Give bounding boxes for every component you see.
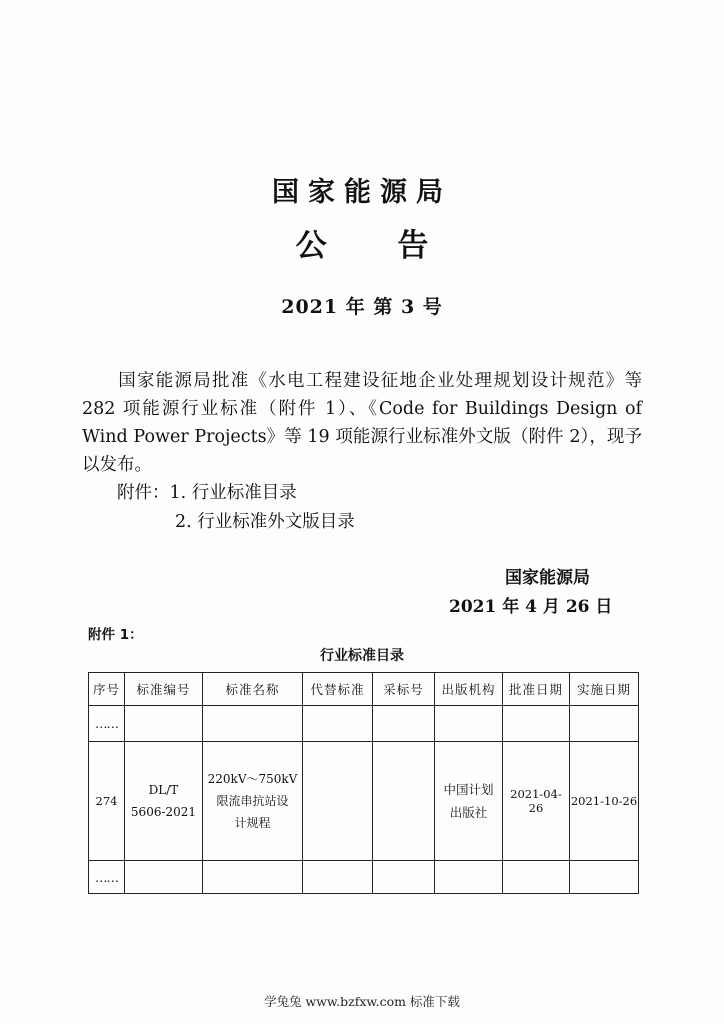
- attachment-line-1: 附件：1. 行业标准目录: [117, 483, 297, 503]
- effective-date: 2021-10-26: [570, 742, 639, 861]
- approval-date: 2021-04-26: [503, 742, 570, 861]
- footer-watermark-text: 学兔兔 www.bzfxw.com 标准下载: [264, 994, 460, 1009]
- ellipsis-cell: ……: [89, 861, 125, 894]
- appendix-label: 附件 1：: [88, 627, 143, 643]
- col-header-replaces: 代替标准: [303, 673, 373, 706]
- publisher: [435, 742, 503, 861]
- announcement-text: 国家能源局批准《水电工程建设征地企业处理规划设计规范》等 282 项能源行业标准（附件 1）、《Code for Buildings Design of Wind Power Projects》等 19 项能源行业标准外文版（附件 2），现予以发布。: [82, 371, 642, 475]
- announcement-paragraph: [82, 367, 642, 479]
- signature-date: 2021 年 4 月 26 日: [449, 597, 613, 617]
- table-row: [89, 742, 639, 861]
- document-type-title: 公 告: [295, 228, 459, 264]
- standards-table: [88, 672, 639, 894]
- standard-name-line: 计规程: [234, 816, 271, 830]
- standard-name: [203, 742, 303, 861]
- table-row: [89, 861, 639, 894]
- standard-name-line: 220kV～750kV: [207, 772, 298, 786]
- standard-code: [125, 742, 203, 861]
- attachment-line-2: 2. 行业标准外文版目录: [175, 512, 355, 532]
- col-header-effective: 实施日期: [570, 673, 639, 706]
- issuer-title: 国家能源局: [272, 177, 452, 208]
- col-header-name: 标准名称: [203, 673, 303, 706]
- publisher-line: 中国计划: [443, 782, 494, 797]
- replaces-standard: [303, 742, 373, 861]
- col-header-code: 标准编号: [125, 673, 203, 706]
- document-number: 2021 年 第 3 号: [281, 296, 443, 318]
- table-title: 行业标准目录: [320, 648, 404, 664]
- publisher-line: 出版社: [449, 805, 488, 820]
- standard-code-line: DL/T: [148, 783, 179, 797]
- standard-code-line: 5606-2021: [130, 805, 197, 819]
- standard-name-line: 限流串抗站设: [216, 794, 289, 808]
- col-header-no: 序号: [89, 673, 125, 706]
- ellipsis-cell: ……: [89, 706, 125, 742]
- col-header-adopted: 采标号: [373, 673, 435, 706]
- col-header-approved: 批准日期: [503, 673, 570, 706]
- table-header-row: [89, 673, 639, 706]
- row-number: 274: [89, 742, 125, 861]
- adopted-number: [373, 742, 435, 861]
- signature-org: 国家能源局: [505, 568, 590, 588]
- table-row: [89, 706, 639, 742]
- col-header-publisher: 出版机构: [435, 673, 503, 706]
